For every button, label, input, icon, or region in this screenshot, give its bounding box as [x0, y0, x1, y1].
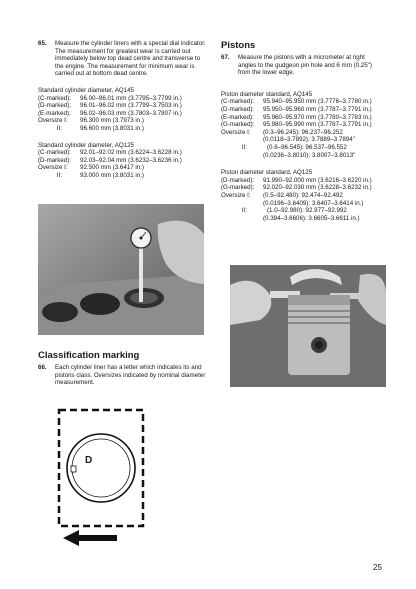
paragraph-number: 67. — [221, 54, 230, 61]
spec-row: (0.0196–3.6409): 3.6407–3.6414 in.) — [263, 199, 364, 207]
paragraph-number: 66. — [38, 364, 47, 371]
spec-row: (D-marked): 92.03–92.04 mm (3.6232–3.6236 in.) — [38, 156, 182, 164]
piston-micrometer-photo — [230, 265, 386, 387]
piston-illustration — [230, 265, 386, 387]
spec-row: (G-marked): 95.980–95.990 mm (3.7787–3.7791 in.) — [221, 121, 372, 129]
right-column — [221, 40, 383, 222]
spec-title: Standard cylinder diameter, AQ145 — [38, 86, 134, 94]
paragraph-number: 65. — [38, 40, 47, 47]
spec-row: (0.0118–3.7892): 3.7889–3.7894" — [263, 136, 355, 144]
paragraph-66 — [38, 364, 206, 387]
dial-indicator-illustration — [38, 204, 204, 335]
spec-row: II: 96.600 mm (3.8031 in.) — [56, 124, 144, 132]
spec-row: (C-marked): 95.940–95.950 mm (3.7776–3.7780 in.) — [221, 98, 372, 106]
paragraph-text: Measure the pistons with a micrometer at right angles to the gudgeon pin hole and 6 mm (0.25") from the lower edge. — [238, 54, 372, 77]
spec-block-aq125-piston — [221, 169, 383, 222]
left-column — [38, 40, 206, 180]
spec-row: (D-marked): 91.990–92.000 mm (3.6216–3.6220 in.) — [221, 176, 372, 184]
spec-row: (D-marked): 96.01–96.02 mm (3.7799–3.7503 in.) — [38, 102, 182, 110]
paragraph-text: Measure the cylinder liners with a special dial indicator. The measurement for greatest wear is carried out immediately below top dead centre and transverse to the engine. The measurement for minimum wear is carried out at bottom dead centre. — [55, 40, 206, 78]
classification-heading: Classification marking — [38, 350, 140, 361]
spec-row: Oversize I: (0.3–96.245): 96.237–96.252 — [221, 128, 343, 136]
liner-gasket-drawing — [55, 406, 147, 556]
spec-block-aq145-cylinder — [38, 87, 206, 133]
spec-row: Oversize I: 92.500 mm (3.6417 in.) — [38, 164, 144, 172]
dial-indicator-photo — [38, 204, 204, 335]
spec-row: Oversize I: (0.5–92.480): 92.474–92.492 — [221, 191, 343, 199]
page-number: 25 — [373, 563, 382, 572]
spec-row: (G-marked): 92.020–92.030 mm (3.6228–3.6232 in.) — [221, 184, 372, 192]
spec-row: (E-marked): 96.02–96.03 mm (3.7803–3.7807 in.) — [38, 109, 182, 117]
spec-row: Oversize I: 96.300 mm (3.7973 in.) — [38, 117, 144, 125]
spec-row: (0.394–3.6606): 3.6605–3.6611 in.) — [263, 214, 360, 222]
spec-row: II: 93.000 mm (3.8031 in.) — [56, 171, 144, 179]
classification-section — [38, 350, 206, 387]
spec-row: (D-marked): 95.950–95.960 mm (3.7787–3.7791 in.) — [221, 105, 372, 113]
pistons-heading: Pistons — [221, 40, 256, 51]
class-letter: D — [85, 455, 93, 466]
liner-marking-figure — [55, 406, 147, 556]
spec-block-aq145-piston — [221, 91, 383, 159]
spec-row: (E-marked): 95.960–95.970 mm (3.7780–3.7783 in.) — [221, 113, 372, 121]
spec-row: (C-marked): 92.01–92.02 mm (3.6224–3.6228 in.) — [38, 149, 182, 157]
spec-row: II: (1.0–92.980): 92.977–92.992 — [241, 207, 347, 215]
spec-title: Standard cylinder diameter, AQ125 — [38, 141, 134, 149]
paragraph-67 — [221, 54, 383, 77]
spec-row: (C-marked): 96.00–96.01 mm (3.7795–3.7799 in.) — [38, 94, 182, 102]
spec-title: Piston diameter standard, AQ125 — [221, 169, 313, 177]
spec-title: Piston diameter standard, AQ145 — [221, 90, 313, 98]
spec-row: II: (0.6–96.545): 96.537–96.552 — [241, 143, 347, 151]
paragraph-text: Each cylinder liner has a letter which indicates its and pistons class. Oversizes indicated by nominal diameter measurement. — [55, 364, 206, 387]
spec-row: (0.0236–3.8010): 3.8007–3.8013" — [263, 151, 356, 159]
paragraph-65 — [38, 40, 206, 78]
spec-block-aq125-cylinder — [38, 142, 206, 180]
